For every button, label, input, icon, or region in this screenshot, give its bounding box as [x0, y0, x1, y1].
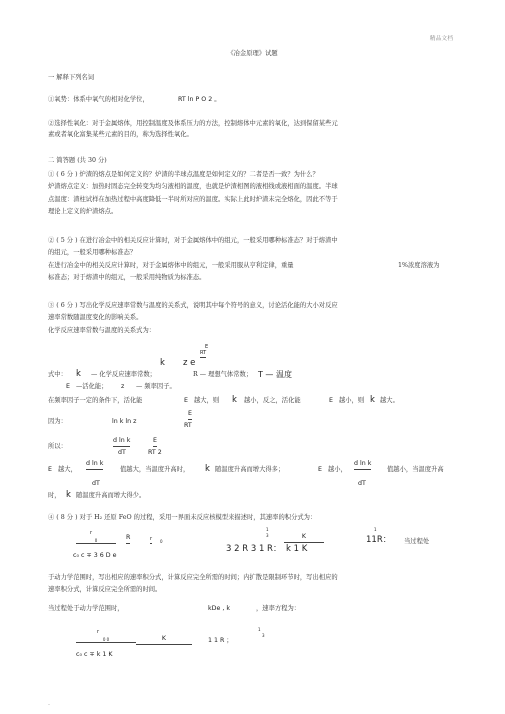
q2-line-4: 标准态；对于熔渣中的组元，一般采用纯物质为标准态。: [48, 274, 206, 281]
q4-rate-K: K: [136, 635, 192, 645]
q2-line-3b: 1%浓度溶液为: [398, 262, 440, 269]
term-oxygen-potential: ①氧势：体系中氧气的相对化学位，: [48, 96, 149, 103]
therefore-label: 所以：: [48, 443, 67, 450]
section-1-heading: 一 解释下列名词: [48, 74, 95, 81]
q1-line-4: 理论上定义的炉渣熔点。: [48, 208, 118, 215]
term-selective-oxidation-1: ②选择性氧化：对于金属熔体，用控制温度及体系压力的方法，控制熔体中元素的氧化，达到保留某些元: [48, 120, 338, 127]
cmp-text-2: 随温度升高而增大得多；: [215, 466, 285, 473]
dlnk-den: dT: [118, 449, 126, 456]
discussion-1-k2: k: [370, 395, 375, 405]
ln-k-ln-z: ln k ln z: [112, 418, 137, 425]
cmp-dt-1: dT: [92, 480, 100, 487]
q4-line-3: 速率积分式，计算反应完全所需的时间。: [48, 586, 162, 593]
q1-line-2: 炉渣熔点定义：加热时固态完全转变为均匀液相的温度，也就是炉渣相图的液相线或液相面的温度。半球: [48, 183, 338, 190]
term-selective-oxidation-2: 素或者氧化富集某些元素的目的，称为选择性氧化。: [48, 131, 193, 138]
q4-eq-exp-1: 1: [266, 527, 269, 532]
q4-rate-exp-1: 1: [258, 627, 261, 632]
symbols-label: 式中：: [48, 371, 67, 378]
discussion-1-c: 越小，反之，活化能: [244, 397, 301, 404]
q4-rate-den: c₀ c ∓ k 1 K: [76, 651, 113, 658]
section-2-heading: 二 简答题 (共 30 分): [48, 157, 107, 164]
symbol-k: k: [76, 369, 81, 379]
conclusion-a: 时，: [48, 492, 61, 499]
q3-line-1: ③ ( 6 分 ) 写出化学反应速率常数与温度的关系式，说明其中每个符号的意义，讨论活化能的大小对反应: [48, 302, 338, 309]
q2-line-3a: 在进行冶金中的相关反应计算时，对于金属熔体中的组元，一般采用服从亨利定律，重量: [48, 262, 294, 269]
q4-eq-r: r: [90, 530, 93, 536]
symbol-r-desc: R — 理想气体常数；: [193, 371, 253, 378]
q4-eq-k1K: k 1 K: [286, 544, 308, 554]
q4-eq-r2: r: [150, 536, 153, 542]
discussion-1: 在频率因子一定的条件下，活化能: [48, 397, 143, 404]
q4-rate-00: 0 0: [76, 637, 136, 643]
discussion-1-e: E: [184, 397, 188, 404]
symbol-z: z: [121, 383, 125, 390]
q4-line-2: 于动力学范围时，写出相应的速率积分式，计算反应完全所需的时间；内扩散是限制环节时，写出相应的: [48, 574, 338, 581]
symbol-t-desc: T — 温度: [258, 370, 292, 379]
q4-eq-0b: 0: [160, 539, 163, 544]
e-over-rt2-den: RT 2: [148, 449, 162, 456]
q3-line-3: 化学反应速率常数与温度的关系式为：: [48, 327, 156, 334]
ln-fraction-num: E: [188, 410, 192, 420]
q4-kinetic-b: kDe , k: [208, 605, 231, 612]
dlnk-num: d ln k: [113, 437, 130, 447]
q2-line-1: ② ( 5 分 ) 在进行冶金中的相关反应计算时，对于金属熔体中的组元，一般采用哪种标准态？对于熔渣中: [48, 237, 338, 244]
conclusion-b: 随温度升高而增大得少。: [76, 492, 146, 499]
page-header: 精品文档: [429, 36, 453, 42]
symbol-k-desc: — 化学反应速率常数；: [91, 371, 156, 378]
q1-line-3: 点温度：渣柱试样在加热过程中高度降低一半时所对应的温度。实际上此时炉渣未完全熔化，因此不等于: [48, 196, 338, 203]
cmp-larger: 越大，: [58, 466, 77, 473]
cmp-text-3: 值越小，当温度升高: [387, 466, 444, 473]
q1-line-1: ① ( 6 分 ) 炉渣的熔点是如何定义的？炉渣的半球点温度是如何定义的？二者是否一致？为什么？: [48, 171, 319, 178]
q4-eq-11R: 11R：: [366, 535, 392, 545]
q4-kinetic-a: 当过程处于动力学范围时，: [48, 605, 124, 612]
q4-eq-exp-1b: 1: [374, 527, 377, 532]
q2-line-2: 的组元，一般采用哪种标准态？: [48, 249, 137, 256]
symbol-e: E: [66, 383, 70, 390]
discussion-1-e2: E: [329, 397, 333, 404]
because-label: 因为：: [48, 418, 67, 425]
q3-line-2: 速率常数随温度变化的影响关系。: [48, 314, 143, 321]
conclusion-k: k: [66, 490, 71, 500]
cmp-smaller: 越小，: [328, 466, 347, 473]
cmp-e: E: [48, 466, 52, 473]
q4-eq-exp-3: 3: [266, 533, 269, 538]
q4-eq-denominators: c₀ c ∓ 3 6 D e: [73, 552, 117, 559]
cmp-text-1: 值越大，当温度升高时，: [120, 466, 190, 473]
oxygen-potential-formula: RT ln P O 2 。: [178, 96, 221, 103]
cmp-k-1: k: [205, 464, 210, 474]
cmp-dlnk-2: d ln k: [354, 460, 371, 470]
q4-rate-exp-3: 3: [262, 633, 265, 638]
q4-line-1: ④ ( 8 分 ) 对于 H₂ 还原 FeO 的过程，采用一界面未反应核模型来描述时，其速率的积分式为：: [48, 514, 317, 521]
q4-kinetic-c: ，速率方程为：: [256, 605, 301, 612]
document-title: 《冶金原理》试题: [227, 50, 278, 57]
discussion-1-b: 越大，则: [194, 397, 220, 404]
q4-rate-rhs: 1 1 R ；: [208, 637, 233, 644]
q4-eq-R: R: [126, 534, 130, 544]
q4-eq-K: K: [284, 533, 324, 543]
arrhenius-exp-den: RT: [200, 350, 207, 356]
discussion-1-d: 越小，则: [339, 397, 365, 404]
discussion-1-e: 越大。: [380, 397, 399, 404]
discussion-1-k: k: [232, 395, 237, 405]
q4-rate-r: r: [97, 629, 100, 635]
e-over-rt2-num: E: [153, 437, 157, 447]
arrhenius-ze: z e: [183, 358, 196, 368]
cmp-e-2: E: [318, 466, 322, 473]
cmp-dt-2: dT: [358, 480, 366, 487]
footer-mark: .: [48, 699, 51, 707]
q4-eq-0: 0: [76, 538, 116, 544]
ln-fraction-den: RT: [184, 422, 192, 429]
symbol-e-desc: —活化能；: [76, 383, 108, 390]
arrhenius-exp-num: E: [205, 344, 209, 350]
symbol-z-desc: — 频率因子。: [136, 383, 176, 390]
arrhenius-k: k: [160, 358, 165, 368]
cmp-dlnk-1: d ln k: [86, 460, 103, 470]
q4-eq-main: 3 2 R 3 1 R：: [226, 544, 282, 554]
q4-eq-tail: 当过程处: [404, 538, 430, 545]
